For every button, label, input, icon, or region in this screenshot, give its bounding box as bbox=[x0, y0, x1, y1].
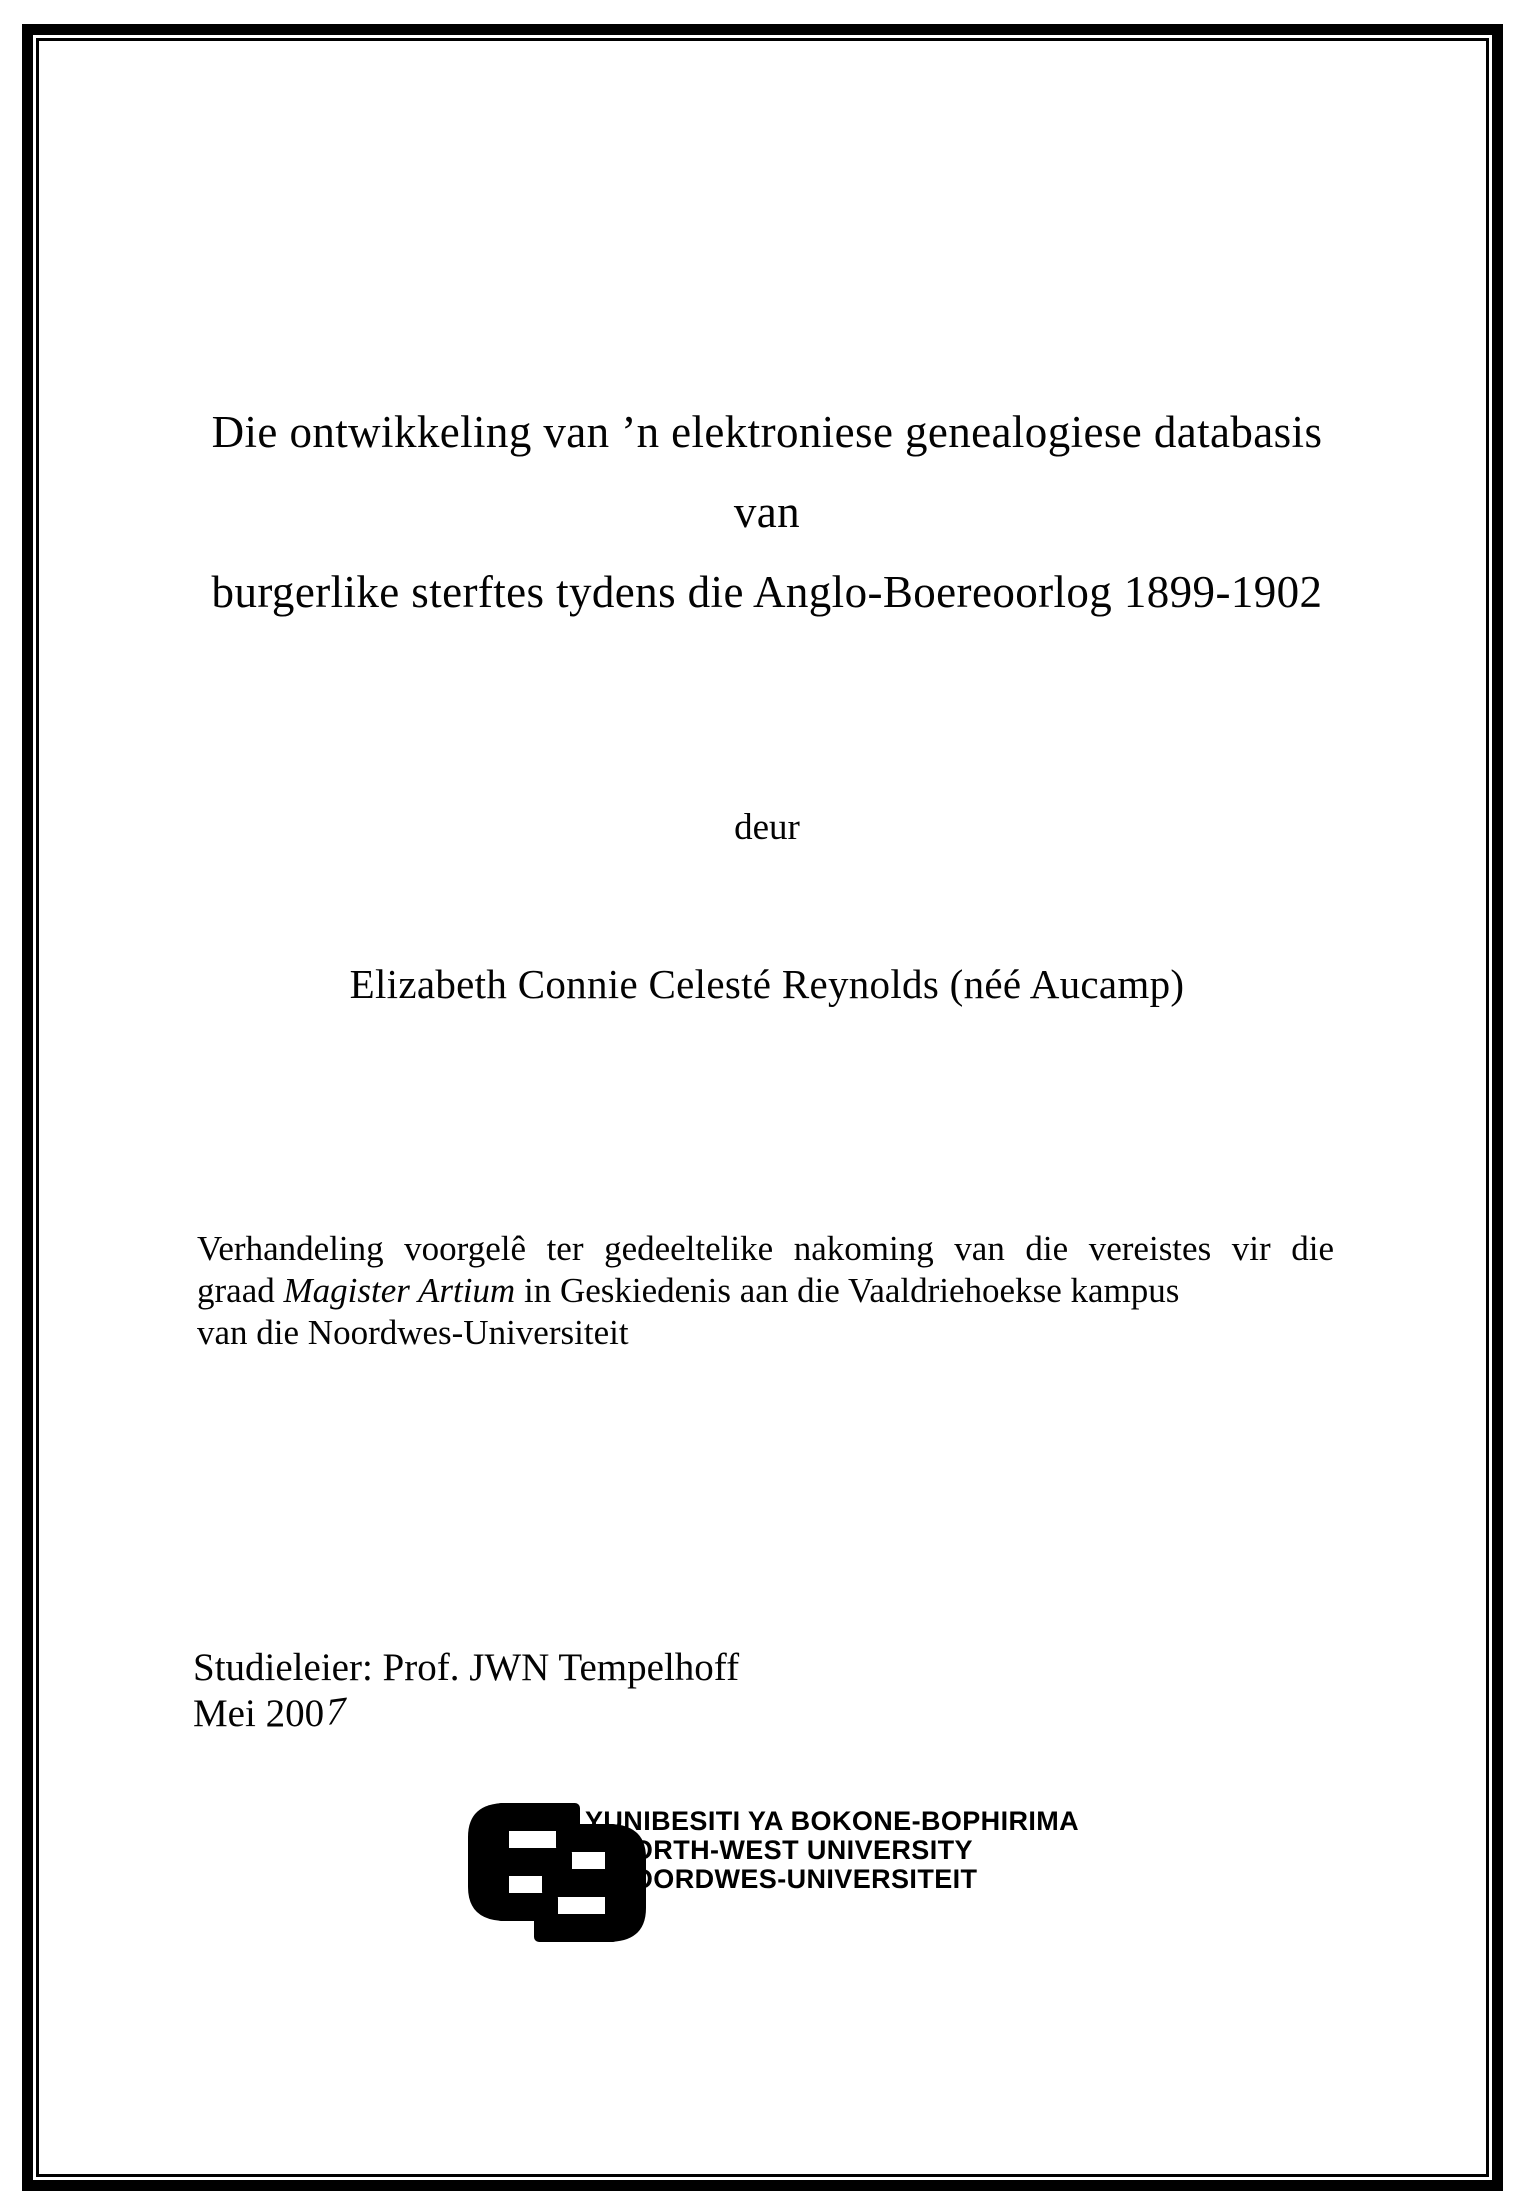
statement-line-2-post: in Geskiedenis aan die Vaaldriehoekse kampus bbox=[515, 1271, 1180, 1310]
logo-text-line-1: YUNIBESITI YA BOKONE-BOPHIRIMA bbox=[585, 1806, 1080, 1836]
logo-text-line-3: NOORDWES-UNIVERSITEIT bbox=[612, 1864, 978, 1894]
byline: deur bbox=[734, 807, 800, 848]
logo-text-line-2: NORTH-WEST UNIVERSITY bbox=[612, 1835, 973, 1865]
title-line-2: burgerlike sterftes tydens die Anglo-Boereoorlog 1899-1902 bbox=[211, 567, 1323, 617]
date-final-digit: 7 bbox=[323, 1689, 350, 1735]
statement-line-1: Verhandeling voorgelê ter gedeeltelike nakoming van die vereistes vir die bbox=[197, 1229, 1334, 1268]
page-title bbox=[197, 392, 1337, 632]
date-prefix: Mei 200 bbox=[193, 1692, 325, 1735]
author-name: Elizabeth Connie Celesté Reynolds (néé Aucamp) bbox=[349, 961, 1185, 1007]
supervisor-and-date bbox=[193, 1645, 739, 1737]
title-line-1: Die ontwikkeling van ’n elektroniese genealogiese databasis van bbox=[211, 407, 1323, 537]
date-line bbox=[193, 1691, 739, 1737]
degree-name: Magister Artium bbox=[283, 1271, 516, 1310]
university-logo-text bbox=[585, 1807, 1079, 1894]
statement-line-2 bbox=[197, 1270, 1334, 1312]
statement-line-3: van die Noordwes-Universiteit bbox=[197, 1313, 629, 1352]
degree-statement bbox=[197, 1228, 1334, 1354]
statement-line-2-pre: graad bbox=[197, 1271, 284, 1310]
supervisor-line: Studieleier: Prof. JWN Tempelhoff bbox=[193, 1646, 740, 1689]
university-logo bbox=[468, 1800, 1148, 1950]
